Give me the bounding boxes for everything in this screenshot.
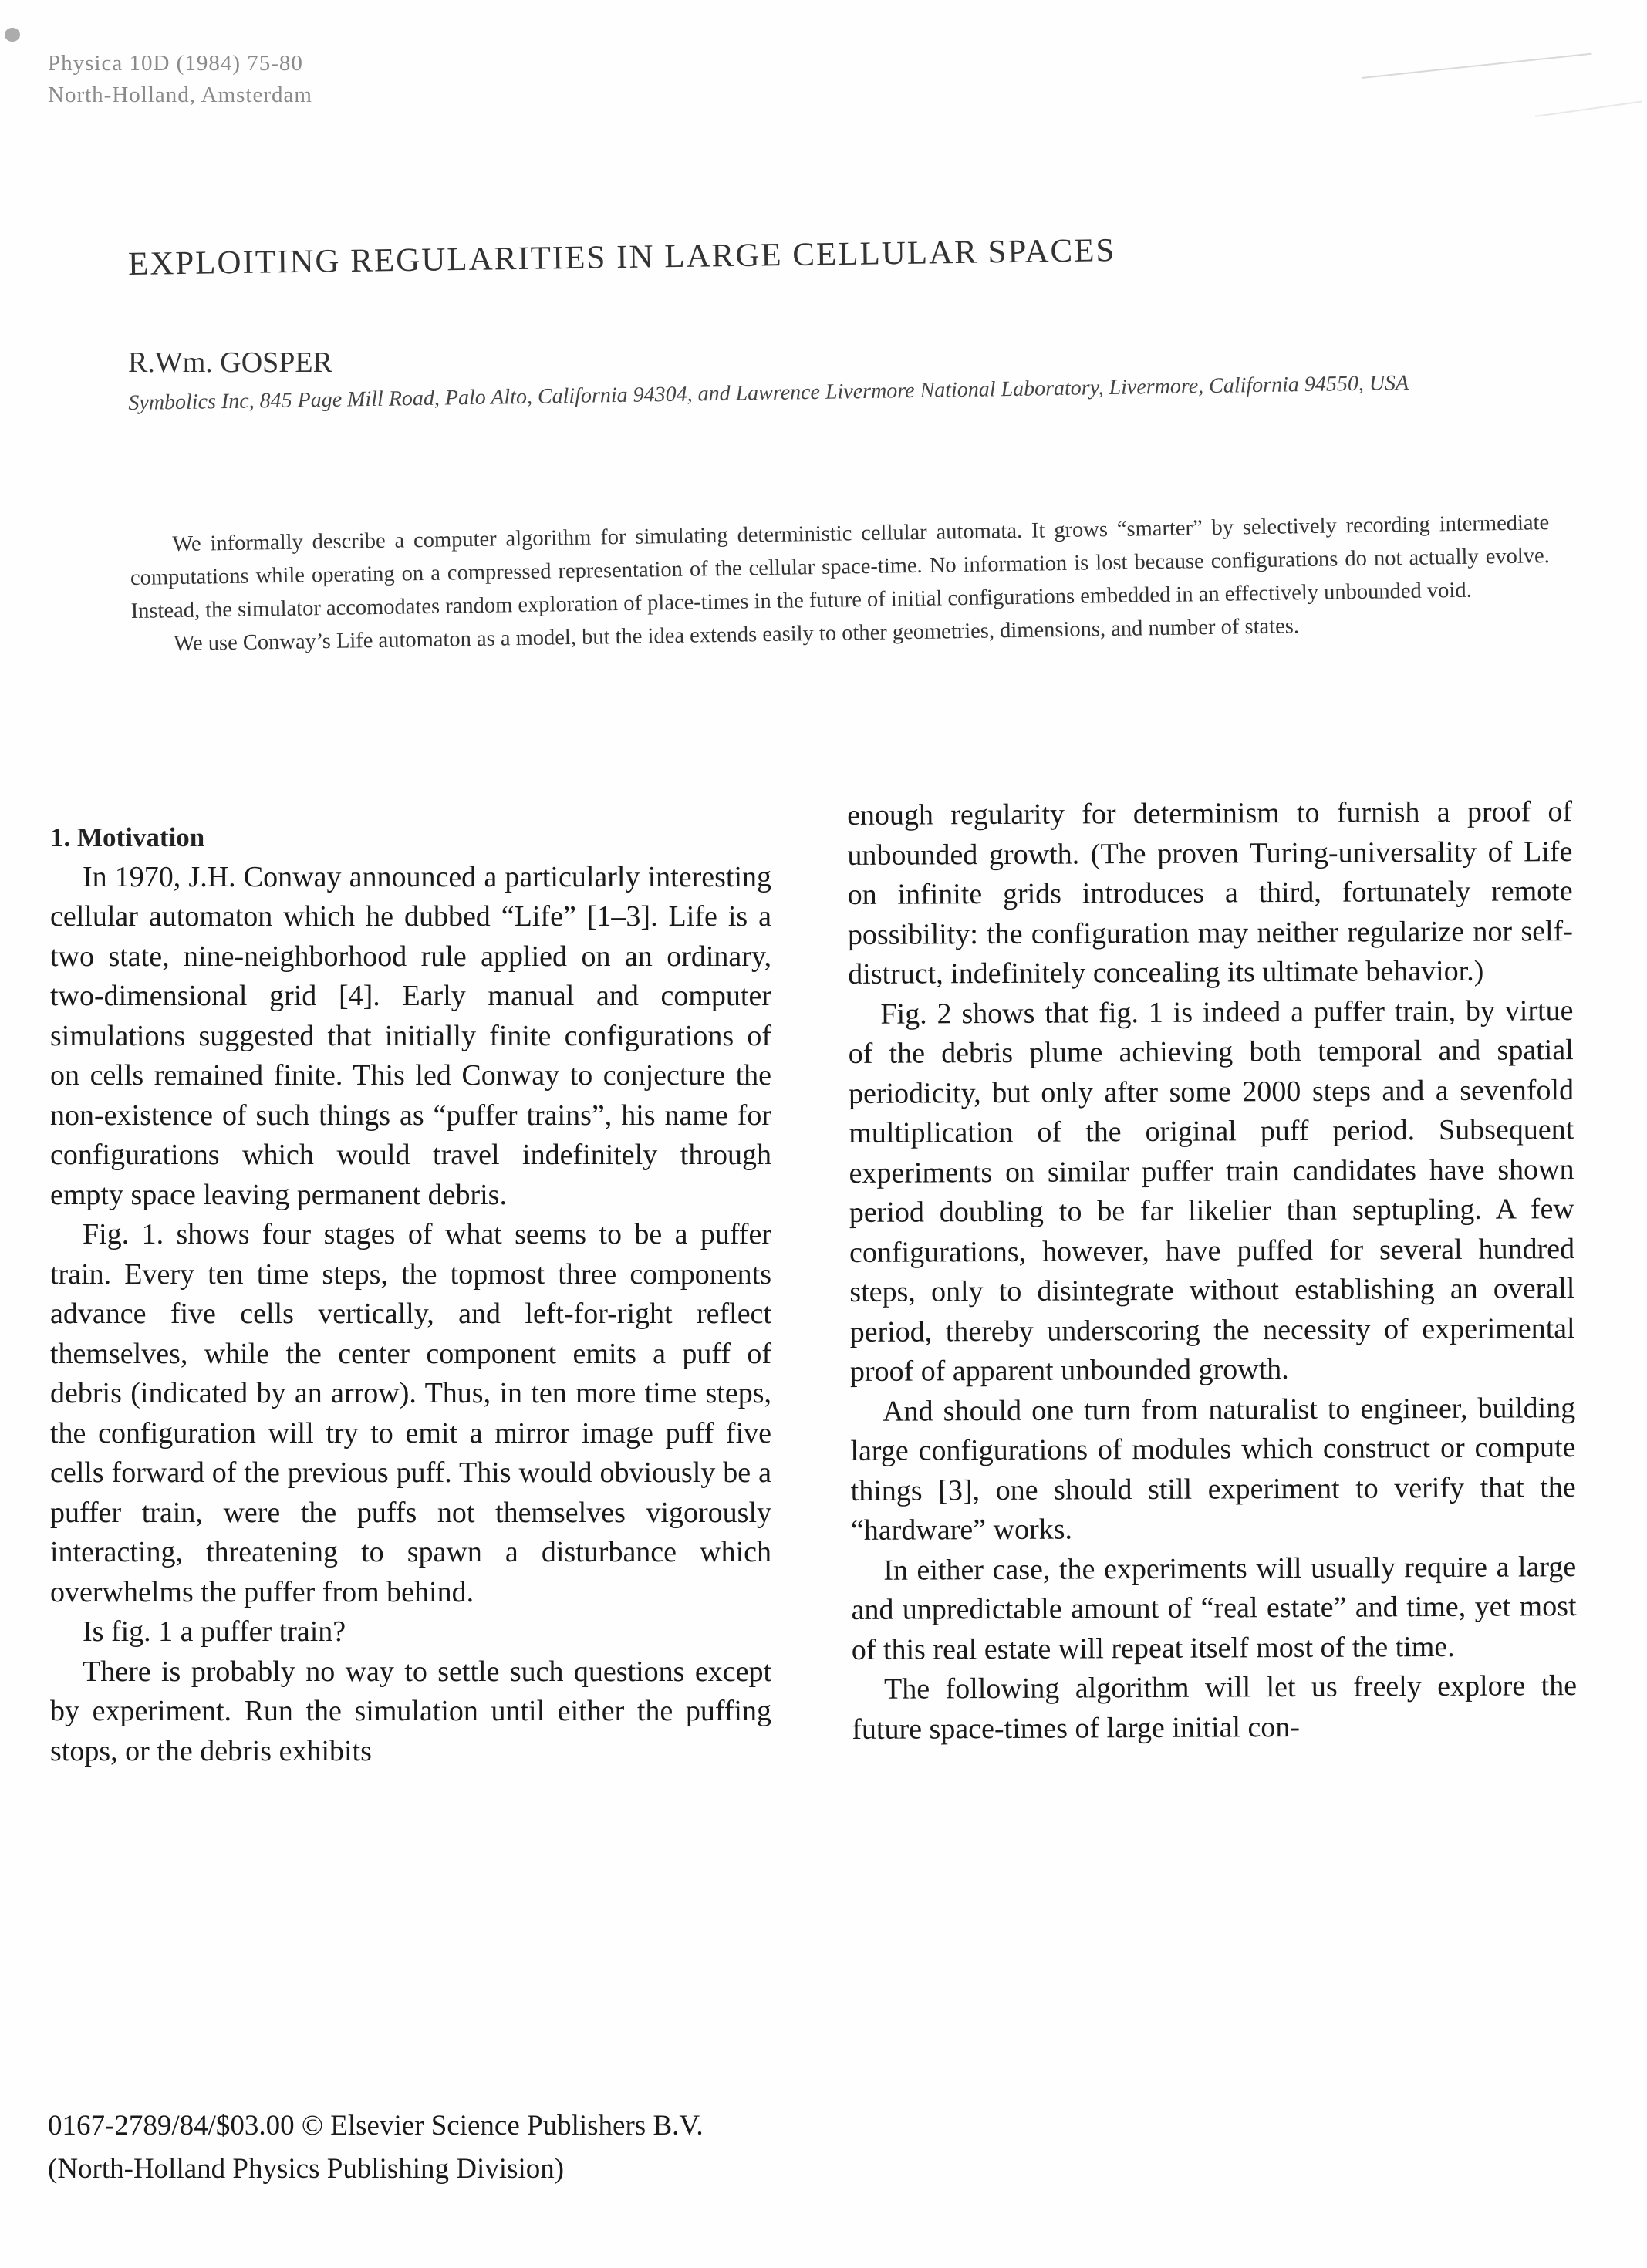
body-paragraph: Is fig. 1 a puffer train? bbox=[83, 1615, 346, 1648]
journal-citation: Physica 10D (1984) 75-80 bbox=[48, 51, 303, 76]
copyright-footer bbox=[48, 2104, 704, 2191]
body-column-left bbox=[50, 818, 771, 1771]
publishing-division: (North-Holland Physics Publishing Division) bbox=[48, 2153, 565, 2185]
journal-header bbox=[48, 48, 312, 111]
body-column-right bbox=[847, 792, 1577, 1750]
section-heading: 1. Motivation bbox=[50, 822, 205, 852]
copyright-line: 0167-2789/84/$03.00 © Elsevier Science Publishers B.V. bbox=[48, 2110, 704, 2141]
abstract bbox=[130, 506, 1551, 661]
body-paragraph: Fig. 2 shows that fig. 1 is indeed a puffer train, by virtue of the debris plume achieving both temporal and spatial periodicity, but only after some 2000 steps and a sevenfold multiplication of the original puff period. Subsequent experiments on similar puffer train candidates have shown period doubling to be far likelier than septupling. A few configurations, however, have puffed for several hundred steps, only to disintegrate without establishing an overall period, thereby underscoring the necessity of experimental proof of apparent unbounded growth. bbox=[848, 994, 1575, 1388]
scan-crease bbox=[1362, 53, 1592, 79]
body-paragraph: In either case, the experiments will usually require a large and unpredictable amount of “real estate” and time, yet most of this real estate will repeat itself most of the time. bbox=[851, 1550, 1577, 1666]
author-affiliation: Symbolics Inc, 845 Page Mill Road, Palo Alto, California 94304, and Lawrence Livermore National Laboratory, Livermore, California 94550, USA bbox=[128, 370, 1409, 415]
publisher-location: North-Holland, Amsterdam bbox=[48, 83, 312, 107]
body-paragraph: Fig. 1. shows four stages of what seems to be a puffer train. Every ten time steps, the topmost three components advance five cells vertically, and left-for-right reflect themselves, while the center component emits a puff of debris (indicated by an arrow). Thus, in ten more time steps, the configuration will try to emit a mirror image puff five cells forward of the previous puff. This would obviously be a puffer train, were the puffs not themselves vigorously interacting, threatening to spawn a disturbance which overwhelms the puffer from behind. bbox=[50, 1218, 771, 1608]
body-paragraph: The following algorithm will let us freely explore the future space-times of large initial con- bbox=[852, 1669, 1578, 1746]
author-name: R.Wm. GOSPER bbox=[128, 346, 332, 379]
body-paragraph: In 1970, J.H. Conway announced a particularly interesting cellular automaton which he dubbed “Life” [1–3]. Life is a two state, nine-neighborhood rule applied on an ordinary, two-dimensional grid [4]. Early manual and computer simulations suggested that initially finite configurations of on cells remained finite. This led Conway to conjecture the non-existence of such things as “puffer trains”, his name for configurations which would travel indefinitely through empty space leaving permanent debris. bbox=[50, 860, 771, 1211]
scan-crease bbox=[1535, 101, 1642, 117]
abstract-paragraph: We use Conway’s Life automaton as a model, but the idea extends easily to other geometries, dimensions, and number of states. bbox=[174, 614, 1300, 656]
article-title: EXPLOITING REGULARITIES IN LARGE CELLULAR SPACES bbox=[127, 232, 1116, 282]
body-paragraph: There is probably no way to settle such questions except by experiment. Run the simulation until either the puffing stops, or the debris exhibits bbox=[50, 1655, 771, 1767]
scan-smudge bbox=[5, 28, 20, 42]
body-paragraph: And should one turn from naturalist to engineer, building large configurations of modules which construct or compute things [3], one should still experiment to verify that the “hardware” works. bbox=[850, 1391, 1576, 1547]
body-paragraph-continued: enough regularity for determinism to furnish a proof of unbounded growth. (The proven Turing-universality of Life on infinite grids introduces a third, fortunately remote possibility: the configuration may neither regularize nor self-distruct, indefinitely concealing its ultimate behavior.) bbox=[847, 795, 1574, 991]
abstract-paragraph: We informally describe a computer algorithm for simulating deterministic cellular automata. It grows “smarter” by selectively recording intermediate computations while operating on a compressed representation of the cellular space-time. No information is lost because configurations do not actually evolve. Instead, the simulator accomodates random exploration of place-times in the future of initial configurations embedded in an effectively unbounded void. bbox=[130, 511, 1551, 623]
